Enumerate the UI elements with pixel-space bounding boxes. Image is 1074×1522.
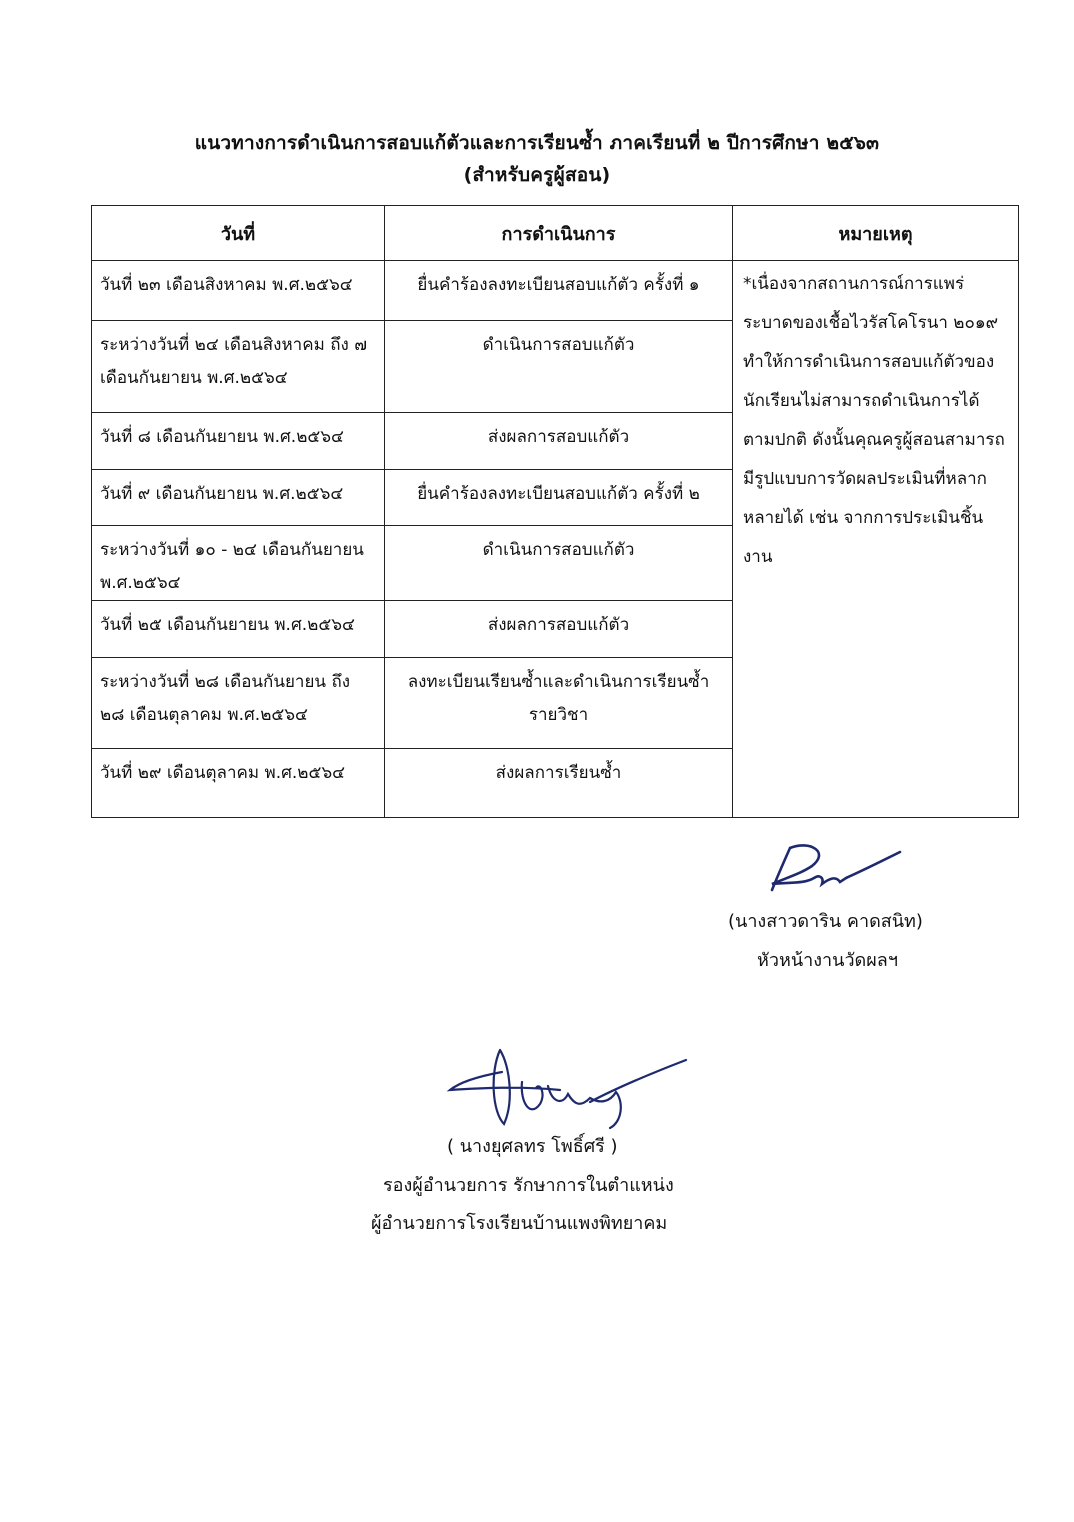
row-action: ยื่นคำร้องลงทะเบียนสอบแก้ตัว ครั้งที่ ๑ [385,261,733,321]
header-date: วันที่ [92,206,385,261]
signer-1-name: (นางสาวดาริน คาดสนิท) [728,911,923,932]
row-action: ส่งผลการสอบแก้ตัว [385,413,733,470]
document-subtitle: (สำหรับครูผู้สอน) [463,164,611,186]
row-date: วันที่ ๙ เดือนกันยายน พ.ศ.๒๕๖๔ [92,470,385,526]
row-date: วันที่ ๒๕ เดือนกันยายน พ.ศ.๒๕๖๔ [92,601,385,658]
row-action: ส่งผลการเรียนซ้ำ [385,749,733,818]
row-date: วันที่ ๘ เดือนกันยายน พ.ศ.๒๕๖๔ [92,413,385,470]
signer-1-position: หัวหน้างานวัดผลฯ [757,950,898,971]
signer-2-position-line1: รองผู้อำนวยการ รักษาการในตำแหน่ง [383,1175,674,1196]
row-date: ระหว่างวันที่ ๒๘ เดือนกันยายน ถึง ๒๘ เดือนตุลาคม พ.ศ.๒๕๖๔ [92,658,385,749]
header-note: หมายเหตุ [733,206,1019,261]
signer-2-position-line2: ผู้อำนวยการโรงเรียนบ้านแพงพิทยาคม [371,1213,668,1234]
row-action: ดำเนินการสอบแก้ตัว [385,321,733,413]
table-row [92,261,1019,321]
row-action: ส่งผลการสอบแก้ตัว [385,601,733,658]
row-action: ลงทะเบียนเรียนซ้ำและดำเนินการเรียนซ้ำ รายวิชา [385,658,733,749]
signature-head-of-assessment [760,838,910,902]
row-action: ดำเนินการสอบแก้ตัว [385,526,733,601]
signature-stroke [450,1050,686,1128]
header-action: การดำเนินการ [385,206,733,261]
row-action: ยื่นคำร้องลงทะเบียนสอบแก้ตัว ครั้งที่ ๒ [385,470,733,526]
signer-2-name: ( นางยุศลทร โพธิ์ศรี ) [447,1136,618,1157]
table-header-row [92,206,1019,261]
schedule-table [91,205,1019,818]
row-date: ระหว่างวันที่ ๑๐ - ๒๔ เดือนกันยายน พ.ศ.๒๕๖๔ [92,526,385,601]
document-title: แนวทางการดำเนินการสอบแก้ตัวและการเรียนซ้ำ ภาคเรียนที่ ๒ ปีการศึกษา ๒๕๖๓ [194,132,880,154]
row-date: ระหว่างวันที่ ๒๔ เดือนสิงหาคม ถึง ๗ เดือนกันยายน พ.ศ.๒๕๖๔ [92,321,385,413]
row-date: วันที่ ๒๙ เดือนตุลาคม พ.ศ.๒๕๖๔ [92,749,385,818]
row-date: วันที่ ๒๓ เดือนสิงหาคม พ.ศ.๒๕๖๔ [92,261,385,321]
signature-deputy-director [440,1042,690,1132]
note-cell: *เนื่องจากสถานการณ์การแพร่ระบาดของเชื้อไวรัสโคโรนา ๒๐๑๙ ทำให้การดำเนินการสอบแก้ตัวของนักเรียนไม่สามารถดำเนินการได้ตามปกติ ดังนั้นคุณครูผู้สอนสามารถมีรูปแบบการวัดผลประเมินที่หลากหลายได้ เช่น จากการประเมินชิ้นงาน [733,261,1019,818]
signature-stroke [772,845,900,890]
